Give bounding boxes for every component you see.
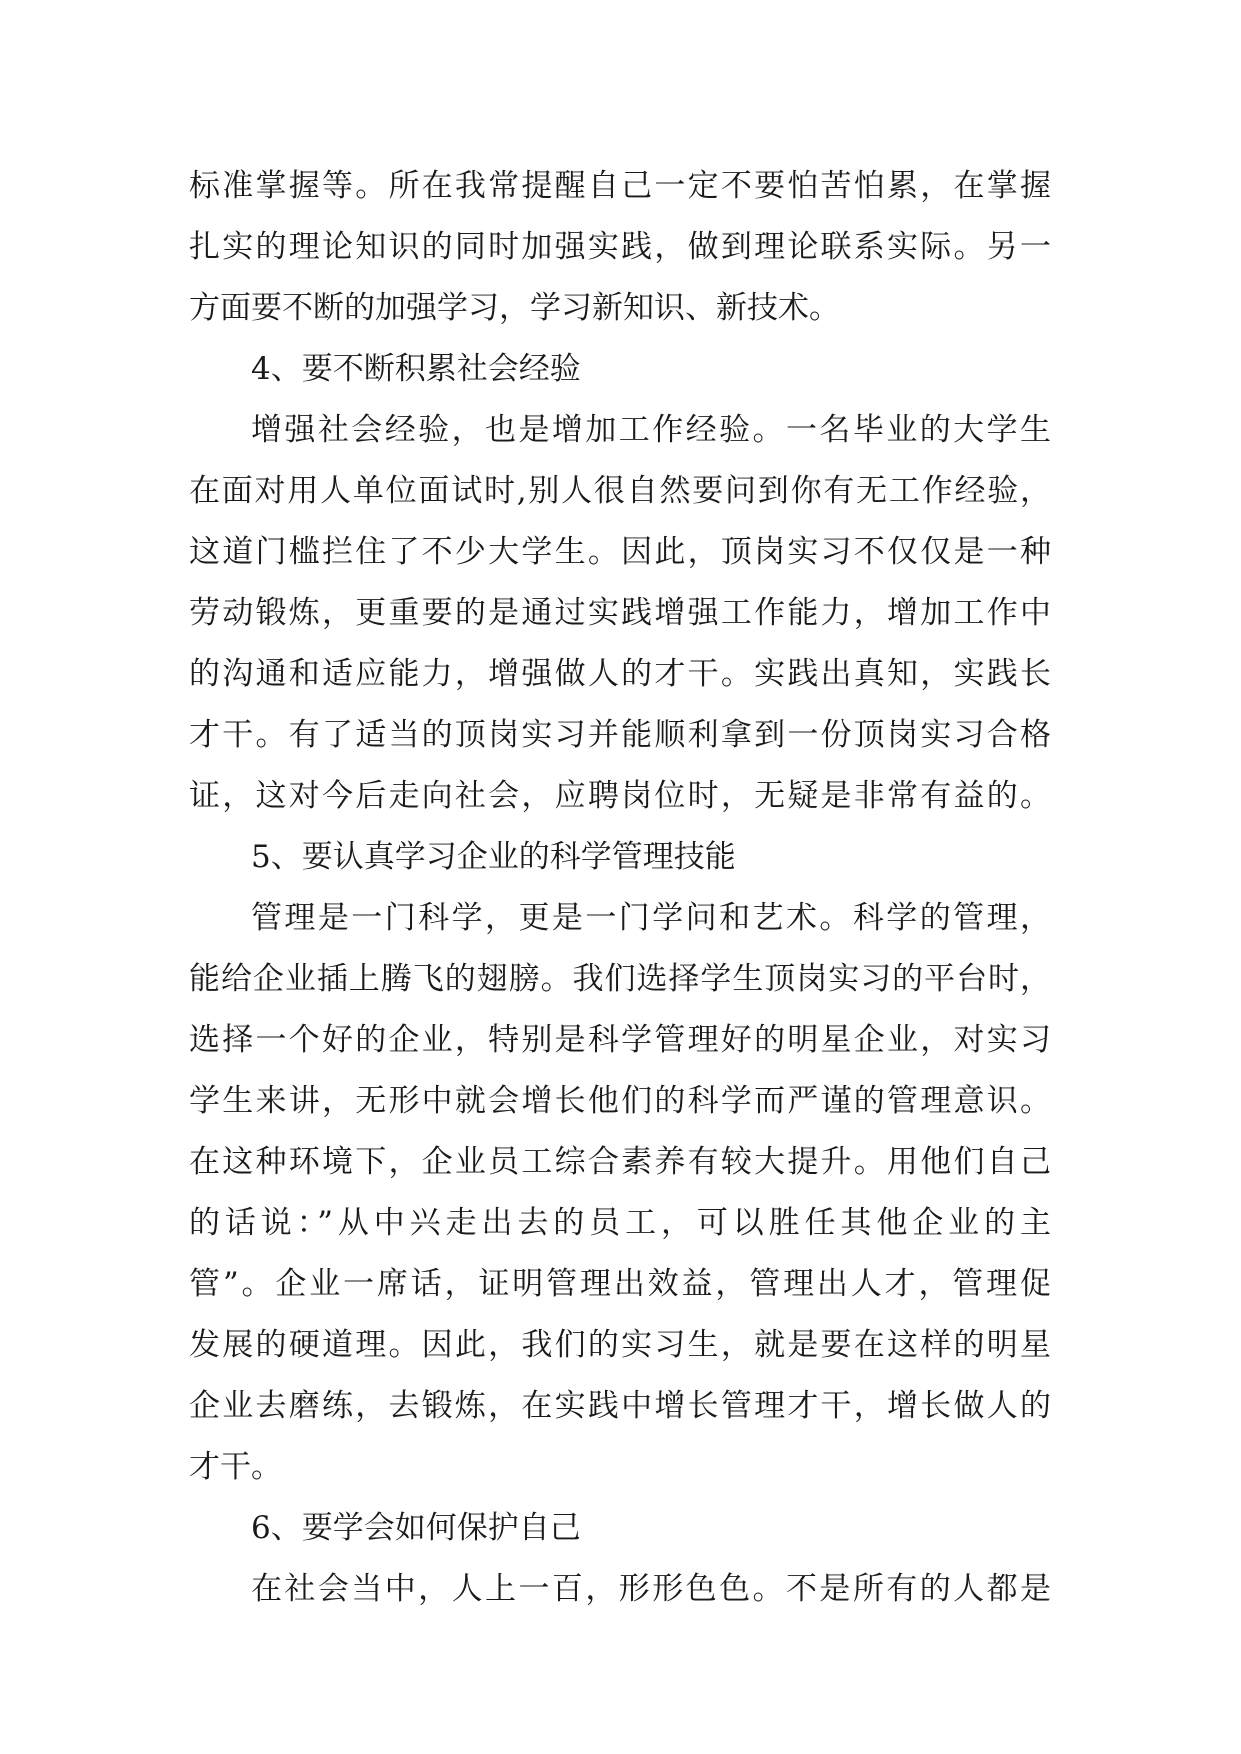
text-line: 选择一个好的企业，特别是科学管理好的明星企业，对实习 — [189, 1022, 1051, 1058]
text-line: 企业去磨练，去锻炼，在实践中增长管理才干，增长做人的 — [189, 1388, 1051, 1424]
section-heading-4: 4、要不断积累社会经验 — [251, 351, 581, 387]
text-line: 发展的硬道理。因此，我们的实习生，就是要在这样的明星 — [189, 1327, 1051, 1363]
text-line: 能给企业插上腾飞的翅膀。我们选择学生顶岗实习的平台时， — [189, 961, 1051, 997]
text-line: 管”。企业一席话，证明管理出效益，管理出人才，管理促 — [189, 1266, 1051, 1302]
text-line: 扎实的理论知识的同时加强实践，做到理论联系实际。另一 — [189, 229, 1051, 265]
text-line: 劳动锻炼，更重要的是通过实践增强工作能力，增加工作中 — [189, 595, 1051, 631]
text-line: 在面对用人单位面试时,别人很自然要问到你有无工作经验， — [189, 473, 1051, 509]
text-line: 的沟通和适应能力，增强做人的才干。实践出真知，实践长 — [189, 656, 1051, 692]
text-line: 方面要不断的加强学习，学习新知识、新技术。 — [189, 290, 840, 326]
text-line: 标准掌握等。所在我常提醒自己一定不要怕苦怕累，在掌握 — [189, 168, 1051, 204]
text-line: 证，这对今后走向社会，应聘岗位时，无疑是非常有益的。 — [189, 778, 1051, 814]
section-heading-6: 6、要学会如何保护自己 — [251, 1510, 581, 1546]
section-heading-5: 5、要认真学习企业的科学管理技能 — [251, 839, 736, 875]
paragraph-first-line: 增强社会经验，也是增加工作经验。一名毕业的大学生 — [251, 412, 1051, 448]
text-line: 这道门槛拦住了不少大学生。因此，顶岗实习不仅仅是一种 — [189, 534, 1051, 570]
text-line: 的话说：”从中兴走出去的员工，可以胜任其他企业的主 — [189, 1205, 1051, 1241]
text-line: 学生来讲，无形中就会增长他们的科学而严谨的管理意识。 — [189, 1083, 1051, 1119]
document-body — [189, 156, 1051, 1620]
paragraph-first-line: 在社会当中，人上一百，形形色色。不是所有的人都是 — [251, 1571, 1051, 1607]
paragraph-first-line: 管理是一门科学，更是一门学问和艺术。科学的管理， — [251, 900, 1051, 936]
text-line: 才干。有了适当的顶岗实习并能顺利拿到一份顶岗实习合格 — [189, 717, 1051, 753]
text-line: 才干。 — [189, 1449, 282, 1485]
text-line: 在这种环境下，企业员工综合素养有较大提升。用他们自己 — [189, 1144, 1051, 1180]
